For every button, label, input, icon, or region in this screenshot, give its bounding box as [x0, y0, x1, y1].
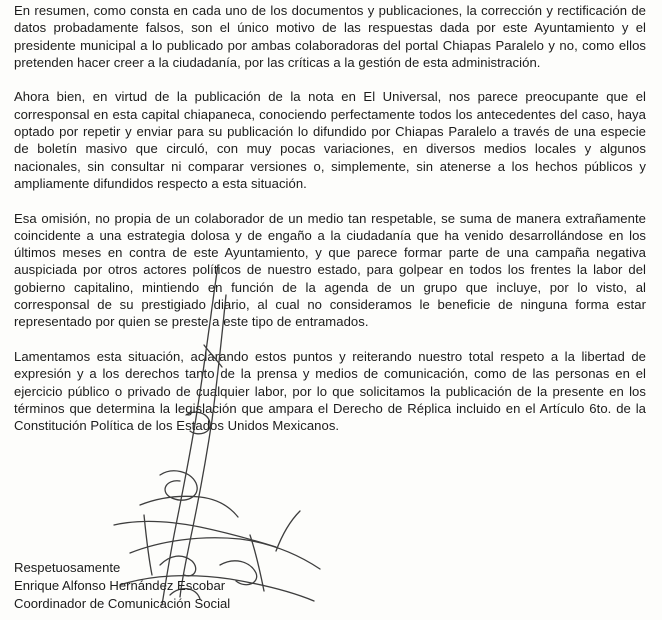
paragraph-request: Lamentamos esta situación, aclarando estos puntos y reiterando nuestro total respeto a la libertad de expresión y a los derechos tanto de la prensa y medios de comunicación, como de las personas en el ejercicio público o privado de cualquier labor, por lo que solicitamos la publicación de la presente en los términos que determina la legislación que ampara el Derecho de Réplica incluido en el Artículo 6to. de la Constitución Política de los Estados Unidos Mexicanos. [14, 348, 646, 434]
letter-closing [14, 559, 414, 613]
signer-name: Enrique Alfonso Hernández Escobar [14, 578, 226, 593]
signer-title: Coordinador de Comunicación Social [14, 596, 231, 611]
paragraph-summary: En resumen, como consta en cada uno de los documentos y publicaciones, la corrección y rectificación de datos probadamente falsos, son el único motivo de las respuestas dada por este Ayuntamiento y el presidente municipal a lo publicado por ambas colaboradoras del portal Chiapas Paralelo y no, como ellos pretenden hacer creer a la ciudadanía, por las críticas a la gestión de esta administración. [14, 3, 646, 70]
paragraph-el-universal: Ahora bien, en virtud de la publicación de la nota en El Universal, nos parece preocupante que el corresponsal en esta capital chiapaneca, conociendo perfectamente todos los antecedentes del caso, haya optado por repetir y enviar para su publicación lo difundido por Chiapas Paralelo a través de una especie de boletín masivo que circuló, con muy pocas variaciones, en diversos medios locales y algunos nacionales, sin consultar ni comparar versiones o, simplemente, sin atenerse a los hechos públicos y ampliamente difundidos respecto a esta situación. [14, 89, 646, 191]
letter-body [14, 2, 646, 452]
paragraph-omission: Esa omisión, no propia de un colaborador de un medio tan respetable, se suma de manera extrañamente coincidente a una estrategia dolosa y de engaño a la ciudadanía que ha venido desarrollándose en los últimos meses en contra de este Ayuntamiento, y que parece formar parte de una campaña negativa auspiciada por otros actores políticos de nuestro estado, para golpear en todos los frentes la labor del gobierno capitalino, mintiendo en función de la agenda de un grupo que incluye, por lo visto, al corresponsal de su prestigiado diario, al cual no consideramos le beneficie de ninguna forma estar representado por quien se preste a este tipo de entramados. [14, 210, 646, 330]
closing-salutation: Respetuosamente [14, 560, 121, 575]
